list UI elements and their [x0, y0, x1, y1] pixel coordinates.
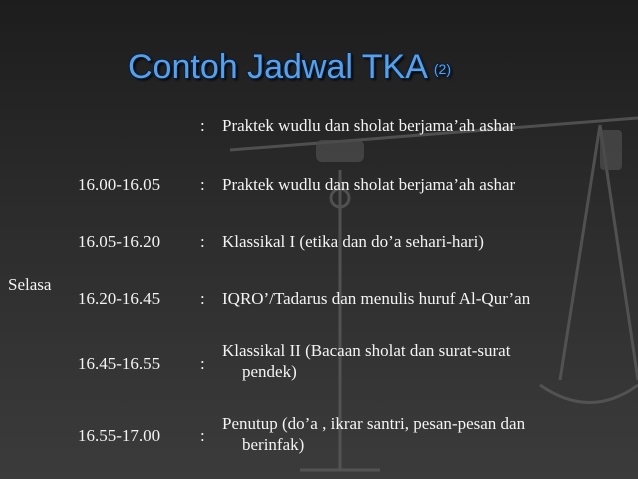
row-colon: : — [200, 116, 205, 135]
row-activity: Klassikal I (etika dan do’a sehari-hari) — [222, 232, 484, 251]
row-activity: Praktek wudlu dan sholat berjama’ah ashar — [222, 116, 516, 135]
title-subtitle: (2) — [433, 61, 451, 78]
row-time: 16.00-16.05 — [78, 175, 161, 194]
row-colon: : — [200, 232, 205, 251]
day-label: Selasa — [8, 275, 52, 294]
page-title: Contoh Jadwal TKA (2) — [128, 48, 451, 86]
row-activity: Klassikal II (Bacaan sholat dan surat-surat pendek) — [222, 341, 511, 381]
row-activity: Praktek wudlu dan sholat berjama’ah ashar — [222, 175, 516, 194]
row-colon: : — [200, 289, 205, 308]
row-time: 16.05-16.20 — [78, 232, 161, 251]
row-time: 16.55-17.00 — [78, 426, 161, 445]
row-activity: IQRO’/Tadarus dan menulis huruf Al-Qur’an — [222, 289, 531, 308]
row-time: 16.20-16.45 — [78, 289, 161, 308]
row-colon: : — [200, 354, 205, 373]
row-colon: : — [200, 426, 205, 445]
row-time: 16.45-16.55 — [78, 354, 161, 373]
row-colon: : — [200, 175, 205, 194]
row-activity: Penutup (do’a , ikrar santri, pesan-pesan dan berinfak) — [222, 414, 526, 454]
